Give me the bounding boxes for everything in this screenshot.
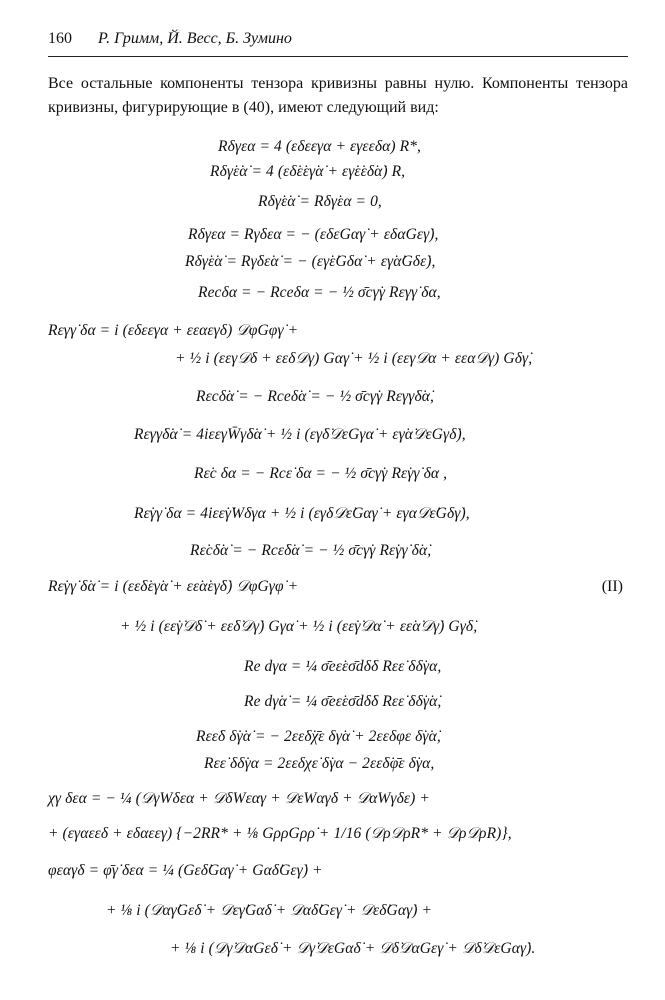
equation-line: Rδγ̇ε̇α̇ = Rγ̇δε̇α̇ = − (εγ̇ε̇Gδα̇ + εγ̇α̇Gδε̇), — [185, 253, 436, 270]
page-header — [48, 26, 628, 57]
equation-line: + ½ i (εεγ𝒟δ + εεδ𝒟γ) Gαγ̇ + ½ i (εεγ𝒟α + εεα𝒟γ) Gδγ̇, — [175, 350, 533, 367]
equation-line: + ⅛ i (𝒟γ̇𝒟αGεδ̇ + 𝒟γ̇𝒟εGαδ̇ + 𝒟δ̇𝒟αGεγ̇ + 𝒟δ̇𝒟εGαγ̇). — [170, 940, 536, 957]
equation-line: Rδγ̇ε̇α̇ = Rδγ̇εα = 0, — [258, 193, 382, 210]
equation-line: Rεcδ̇α̇ = − Rceδ̇α̇ = − ½ σ̄cγ̇γ Rεγγ̇δ̇α̇, — [196, 388, 434, 405]
equation-line: Rε̇γγ̇ δα = 4iεε̇γ̇Wδγα + ½ i (εγδ𝒟ε̇Gαγ̇ + εγα𝒟ε̇Gδγ̇), — [134, 505, 470, 522]
equation-line: Re dγ̇α̇ = ¼ σ̄eε̇εσ̄dδ̇δ Rεε̇ δδ̇γ̇α̇, — [244, 693, 442, 710]
equation-line: + ⅛ i (𝒟αγ̇Gεδ̇ + 𝒟εγ̇Gαδ̇ + 𝒟αδ̇Gεγ̇ + 𝒟εδ̇Gαγ̇) + — [106, 902, 433, 919]
equation-line: Rδγ̇ε̇α̇ = 4 (εδ̇ε̇εγ̇α̇ + εγ̇ε̇εδ̇α̇) R, — [210, 163, 406, 180]
equation-tag: (II) — [601, 578, 623, 595]
equation-line: Rεγγ̇ δα = i (εδεεγα + εεαεγδ) 𝒟φGφγ̇ + — [48, 322, 299, 339]
equation-line: Rε̇c δα = − Rcε̇ δα = − ½ σ̄cγ̇γ Rε̇γγ̇ δα , — [194, 465, 448, 482]
equation-line: Rδγεα = 4 (εδεεγα + εγεεδα) R*, — [218, 138, 422, 155]
page-number: 160 — [48, 30, 72, 47]
equation-line: + ½ i (εε̇γ̇𝒟δ̇ + εε̇δ̇𝒟γ̇) Gγα̇ + ½ i (εε̇γ̇𝒟α̇ + εε̇α̇𝒟γ̇) Gγδ̇, — [120, 618, 478, 635]
running-head-authors: Р. Гримм, Й. Весс, Б. Зумино — [98, 30, 292, 47]
equation-line: + (εγαεεδ + εδαεεγ) {−2RR* + ⅛ GρρGρρ̇ + 1/16 (𝒟ρ𝒟ρR* + 𝒟ρ𝒟ρR)}, — [48, 825, 512, 842]
equation-line: Rεε̇δ δ̇γ̇α̇ = − 2εε̇δ̇χ̄ε δγ̇α̇ + 2εεδφε δ̇γ̇α̇, — [196, 728, 441, 745]
equation-line: Rε̇γγ̇ δ̇α̇ = i (εε̇δ̇εγ̇α̇ + εε̇α̇εγ̇δ̇) 𝒟φGγφ̇ + — [48, 578, 299, 595]
equation-line: Re dγα = ¼ σ̄eε̇εσ̄dδ̇δ Rεε̇ δδ̇γα, — [244, 658, 442, 675]
equation-line: Rεε̇ δδ̇γα = 2εεδχε̇ δ̇γα − 2εε̇δ̇φ̄ε δ̇γα, — [204, 755, 435, 772]
equation-line: Rεγγ̇δ̇α̇ = 4iεεγW̄γ̇δ̇α̇ + ½ i (εγ̇δ̇𝒟εGγα̇ + εγ̇α̇𝒟εGγδ̇), — [134, 426, 466, 443]
equation-line: φεαγ̇δ = φ̄γ̇ δεα = ¼ (Gεδ̇Gαγ̇ + Gαδ̇Gεγ̇) + — [48, 862, 323, 879]
equation-line: Rδγεα = Rγ̇δεα = − (εδεGαγ̇ + εδαGεγ̇), — [188, 226, 439, 243]
equation-line: χγ δεα = − ¼ (𝒟γWδεα + 𝒟δWεαγ + 𝒟εWαγδ + 𝒟αWγδε) + — [48, 790, 430, 807]
equation-line: Recδα = − Rceδα = − ½ σ̄cγ̇γ Rεγγ̇ δα, — [198, 284, 441, 301]
intro-paragraph: Все остальные компоненты тензора кривизны равны нулю. Компоненты тензора кривизны, фигурирующие в (40), имеют следующий вид: — [48, 75, 628, 116]
equation-line: Rε̇cδ̇α̇ = − Rcε̇δ̇α̇ = − ½ σ̄cγ̇γ Rε̇γγ̇ δ̇α̇, — [190, 542, 432, 559]
